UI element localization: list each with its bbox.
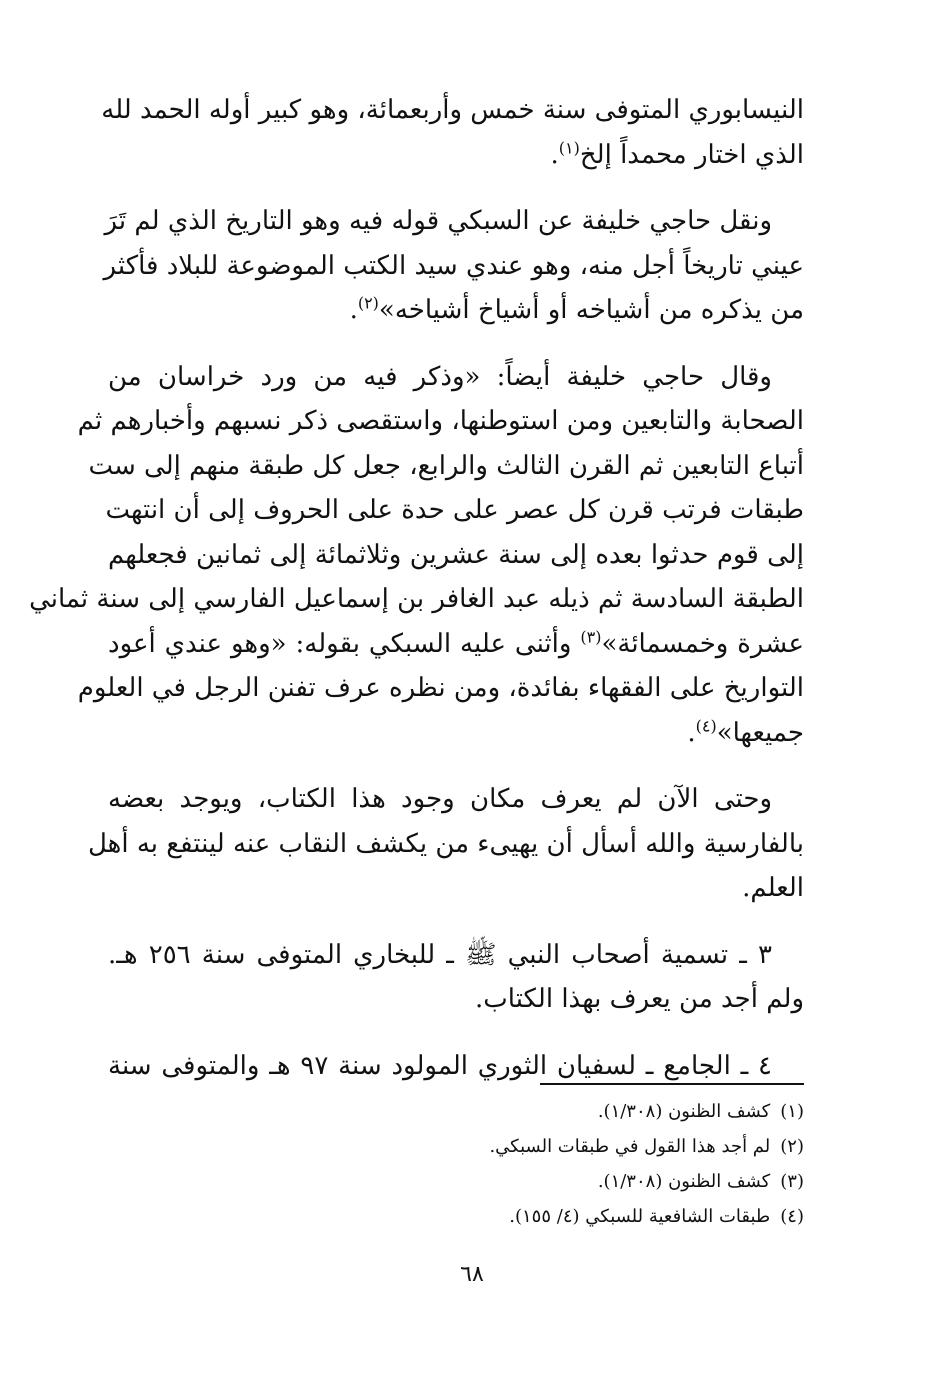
- page-body: [29, 88, 804, 1088]
- text-line: أتباع التابعين ثم القرن الثالث والرابع، جعل كل طبقة منهم إلى ست: [88, 450, 804, 481]
- text-segment: عشرة وخمسمائة»: [601, 628, 804, 659]
- footnote-number: (٣): [780, 1171, 804, 1192]
- text-line: الصحابة والتابعين ومن استوطنها، واستقصى ذكر نسبهم وأخبارهم ثم: [77, 406, 804, 436]
- text-segment: جميعها»: [716, 717, 804, 748]
- text-line: عيني تاريخاً أجل منه، وهو عندي سيد الكتب الموضوعة للبلاد فأكثر: [103, 250, 804, 281]
- text-segment: .: [687, 717, 696, 748]
- text-line: العلم.: [742, 873, 804, 903]
- footnote-divider: [540, 1083, 804, 1085]
- text-segment: .: [349, 295, 358, 325]
- text-line: [108, 288, 804, 333]
- text-line: [108, 133, 804, 178]
- footnote-text: كشف الظنون (١/٣٠٨).: [597, 1171, 771, 1192]
- paragraph-4: [87, 777, 804, 911]
- footnote-number: (٢): [780, 1136, 804, 1157]
- footnote-item: [489, 1164, 804, 1199]
- text-line: ولم أجد من يعرف بهذا الكتاب.: [475, 984, 804, 1014]
- footnote-ref-4[interactable]: (٤): [695, 715, 717, 735]
- footnote-number: (٤): [780, 1206, 804, 1227]
- footnote-item: [489, 1094, 804, 1129]
- footnote-item: [489, 1199, 804, 1234]
- text-line: وحتى الآن لم يعرف مكان وجود هذا الكتاب، ويوجد بعضه: [108, 784, 772, 814]
- footnote-text: طبقات الشافعية للسبكي (٤/ ١٥٥).: [509, 1206, 771, 1227]
- paragraph-3: [29, 355, 804, 756]
- paragraph-5: [108, 933, 804, 1022]
- text-line: وقال حاجي خليفة أيضاً: «وذكر فيه من ورد خراسان من: [108, 361, 772, 392]
- text-line: إلى قوم حدثوا بعده إلى سنة عشرين وثلاثمائة إلى ثمانين فجعلهم: [108, 539, 804, 570]
- paragraph-2: [103, 199, 804, 333]
- footnote-text: كشف الظنون (١/٣٠٨).: [597, 1101, 771, 1122]
- text-segment: وأثنى عليه السبكي بقوله: «وهو عندي أعود: [108, 628, 581, 659]
- footnote-ref-1[interactable]: (١): [558, 137, 580, 157]
- footnote-number: (١): [780, 1101, 804, 1122]
- text-line: الطبقة السادسة ثم ذيله عبد الغافر بن إسماعيل الفارسي إلى سنة ثماني: [29, 584, 804, 614]
- text-segment: من يذكره من أشياخه أو أشياخ أشياخه»: [378, 295, 804, 325]
- paragraph-1: [101, 88, 804, 177]
- text-line: ٤ ـ الجامع ـ لسفيان الثوري المولود سنة ٩٧ هـ والمتوفى سنة: [108, 1050, 772, 1081]
- footnote-ref-2[interactable]: (٢): [357, 293, 379, 313]
- footnote-item: [489, 1129, 804, 1164]
- text-line: ونقل حاجي خليفة عن السبكي قوله فيه وهو التاريخ الذي لم تَرَ: [104, 206, 772, 236]
- footnote-text: لم أجد هذا القول في طبقات السبكي.: [489, 1136, 771, 1157]
- text-line: ٣ ـ تسمية أصحاب النبي ﷺ ـ للبخاري المتوفى سنة ٢٥٦ هـ.: [108, 939, 772, 970]
- text-segment: .: [550, 139, 559, 170]
- footnotes: [489, 1094, 804, 1234]
- text-line: التواريخ على الفقهاء بفائدة، ومن نظره عرف تفنن الرجل في العلوم: [77, 673, 804, 703]
- text-line: بالفارسية والله أسأل أن يهيىء من يكشف النقاب عنه لينتفع به أهل: [87, 828, 804, 859]
- text-segment: الذي اختار محمداً إلخ: [579, 139, 804, 170]
- text-line: [108, 622, 804, 667]
- text-line: طبقات فرتب قرن كل عصر على حدة على الحروف إلى أن انتهت: [105, 495, 804, 525]
- text-line: النيسابوري المتوفى سنة خمس وأربعمائة، وهو كبير أوله الحمد لله: [101, 95, 804, 125]
- footnote-ref-3[interactable]: (٣): [580, 626, 602, 646]
- text-line: [108, 711, 804, 756]
- paragraph-6: [108, 1044, 804, 1089]
- page-number: ٦٨: [460, 1262, 484, 1287]
